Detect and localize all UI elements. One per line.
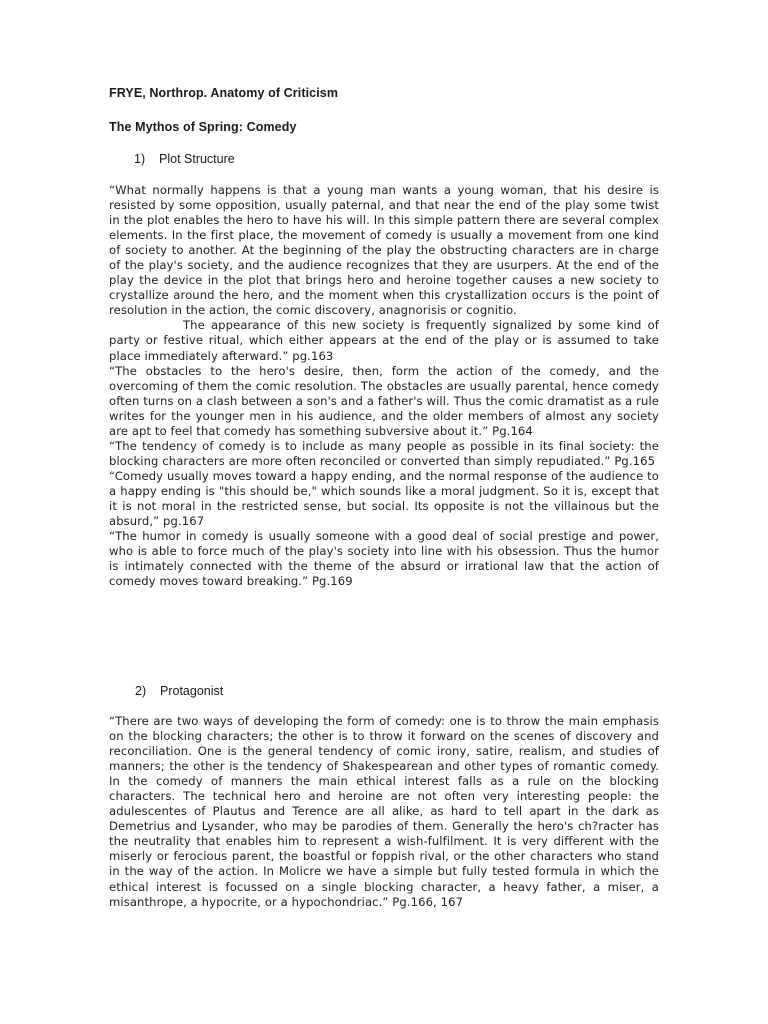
section-title: Protagonist bbox=[160, 684, 224, 698]
plot-structure-body bbox=[109, 183, 659, 589]
section-number: 1) bbox=[134, 152, 146, 166]
paragraph: “The tendency of comedy is to include as many people as possible in its final society: the blocking characters are more often reconciled or converted than simply repudiated.” Pg.165 bbox=[109, 438, 659, 468]
section-number: 2) bbox=[135, 684, 147, 698]
citation-heading: FRYE, Northrop. Anatomy of Criticism bbox=[109, 86, 339, 100]
section-title: Plot Structure bbox=[159, 152, 235, 166]
protagonist-body bbox=[109, 714, 659, 910]
section-heading-protagonist bbox=[135, 684, 223, 698]
paragraph: “The humor in comedy is usually someone with a good deal of social prestige and power, who is able to force much of the play's society into line with his obsession. Thus the humor is intimately connected with the theme of the absurd or irrational law that the action of comedy moves toward breaking.” Pg.169 bbox=[109, 529, 659, 589]
paragraph: “There are two ways of developing the form of comedy: one is to throw the main emphasis on the blocking characters; the other is to throw it forward on the scenes of discovery and reconciliation. One is the general tendency of comic irony, satire, realism, and studies of manners; the other is the tendency of Shakespearean and other types of romantic comedy. In the comedy of manners the main ethical interest falls as a rule on the blocking characters. The technical hero and heroine are not often very interesting people: the adulescentes of Plautus and Terence are all alike, as hard to tell apart in the dark as Demetrius and Lysander, who may be parodies of them. Generally the hero's ch?racter has the neutrality that enables him to represent a wish-fulfilment. It is very different with the miserly or ferocious parent, the boastful or foppish rival, or the other characters who stand in the way of the action. In Molicre we have a simple but fully tested formula in which the ethical interest is focussed on a single blocking character, a heavy father, a miser, a misanthrope, a hypocrite, or a hypochondriac.” Pg.166, 167 bbox=[109, 714, 659, 909]
section-heading-plot-structure bbox=[134, 152, 235, 166]
paragraph: The appearance of this new society is frequently signalized by some kind of party or festive ritual, which either appears at the end of the play or is assumed to take place immediately afterward.” pg.163 bbox=[109, 318, 659, 363]
chapter-title: The Mythos of Spring: Comedy bbox=[109, 120, 297, 134]
paragraph: “The obstacles to the hero's desire, then, form the action of the comedy, and the overcoming of them the comic resolution. The obstacles are usually parental, hence comedy often turns on a clash between a son's and a father's will. Thus the comic dramatist as a rule writes for the younger men in his audience, and the older members of almost any society are apt to feel that comedy has something subversive about it.” Pg.164 bbox=[109, 363, 660, 438]
paragraph: “Comedy usually moves toward a happy ending, and the normal response of the audience to a happy ending is "this should be," which sounds like a moral judgment. So it is, except that it is not moral in the restricted sense, but social. Its opposite is not the villainous but the absurd,” pg.167 bbox=[109, 468, 659, 529]
paragraph: “What normally happens is that a young man wants a young woman, that his desire is resisted by some opposition, usually paternal, and that near the end of the play some twist in the plot enables the hero to have his will. In this simple pattern there are several complex elements. In the first place, the movement of comedy is usually a movement from one kind of society to another. At the beginning of the play the obstructing characters are in charge of the play's society, and the audience recognizes that they are usurpers. At the end of the play the device in the plot that brings hero and heroine together causes a new society to crystallize around the hero, and the moment when this crystallization occurs is the point of resolution in the action, the comic discovery, anagnorisis or cognitio. bbox=[109, 183, 659, 318]
